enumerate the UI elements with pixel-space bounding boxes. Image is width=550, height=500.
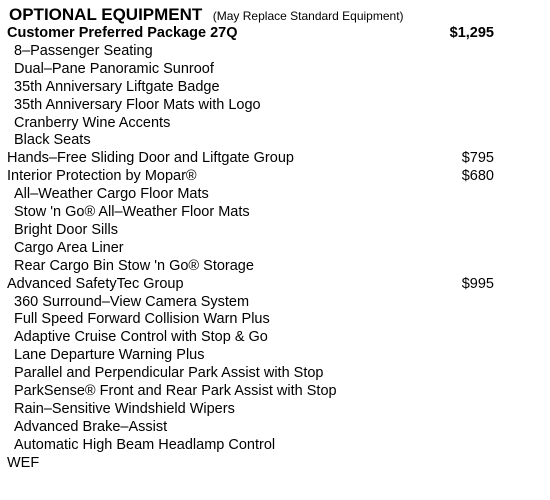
group-label: Advanced SafetyTec Group (7, 275, 184, 292)
item-label: ParkSense® Front and Rear Park Assist with Stop (14, 383, 337, 399)
item-label: Automatic High Beam Headlamp Control (14, 436, 276, 453)
item-label: Rain–Sensitive Windshield Wipers (14, 400, 235, 417)
section-note: (May Replace Standard Equipment) (212, 9, 404, 23)
equipment-group-row (0, 167, 550, 185)
group-label: Customer Preferred Package 27Q (7, 25, 238, 41)
equipment-item-row (0, 42, 550, 60)
item-label: Adaptive Cruise Control with Stop & Go (14, 329, 268, 346)
item-label: 35th Anniversary Liftgate Badge (14, 78, 220, 95)
group-label: WEF (7, 454, 40, 471)
group-label: Interior Protection by Mopar® (7, 168, 197, 185)
group-price: $795 (461, 150, 494, 167)
equipment-item-row (0, 185, 550, 203)
item-label: Parallel and Perpendicular Park Assist with Stop (14, 365, 324, 382)
section-title: OPTIONAL EQUIPMENT (9, 5, 203, 24)
item-label: Cargo Area Liner (14, 239, 124, 256)
equipment-item-row (0, 78, 550, 96)
equipment-group-row (0, 454, 550, 472)
group-label: Hands–Free Sliding Door and Liftgate Group (7, 150, 294, 167)
equipment-item-row (0, 436, 550, 454)
equipment-item-row (0, 418, 550, 436)
equipment-item-row (0, 96, 550, 114)
equipment-item-row (0, 221, 550, 239)
equipment-group-row (0, 149, 550, 167)
item-label: Black Seats (14, 132, 91, 149)
equipment-item-row (0, 400, 550, 418)
equipment-item-row (0, 60, 550, 78)
section-header (9, 4, 404, 26)
equipment-item-row (0, 382, 550, 400)
item-label: Rear Cargo Bin Stow 'n Go® Storage (14, 257, 254, 274)
equipment-item-row (0, 328, 550, 346)
equipment-group-row (0, 24, 550, 42)
item-label: Cranberry Wine Accents (14, 114, 171, 131)
item-label: Full Speed Forward Collision Warn Plus (14, 311, 270, 328)
item-label: Bright Door Sills (14, 221, 118, 238)
group-price: $680 (461, 168, 494, 185)
equipment-item-row (0, 310, 550, 328)
item-label: 35th Anniversary Floor Mats with Logo (14, 96, 261, 113)
equipment-item-row (0, 239, 550, 257)
group-price: $1,295 (449, 25, 494, 41)
group-price: $995 (461, 275, 494, 292)
item-label: Lane Departure Warning Plus (14, 347, 205, 364)
equipment-item-row (0, 346, 550, 364)
equipment-item-row (0, 203, 550, 221)
item-label: Stow 'n Go® All–Weather Floor Mats (14, 204, 250, 220)
item-label: Advanced Brake–Assist (14, 418, 168, 435)
item-label: 360 Surround–View Camera System (14, 293, 250, 310)
equipment-item-row (0, 257, 550, 275)
equipment-item-row (0, 364, 550, 382)
equipment-group-row (0, 275, 550, 293)
equipment-item-row (0, 131, 550, 149)
equipment-item-row (0, 293, 550, 311)
item-label: All–Weather Cargo Floor Mats (14, 186, 209, 203)
item-label: Dual–Pane Panoramic Sunroof (14, 60, 214, 77)
item-label: 8–Passenger Seating (14, 42, 153, 59)
equipment-item-row (0, 114, 550, 132)
